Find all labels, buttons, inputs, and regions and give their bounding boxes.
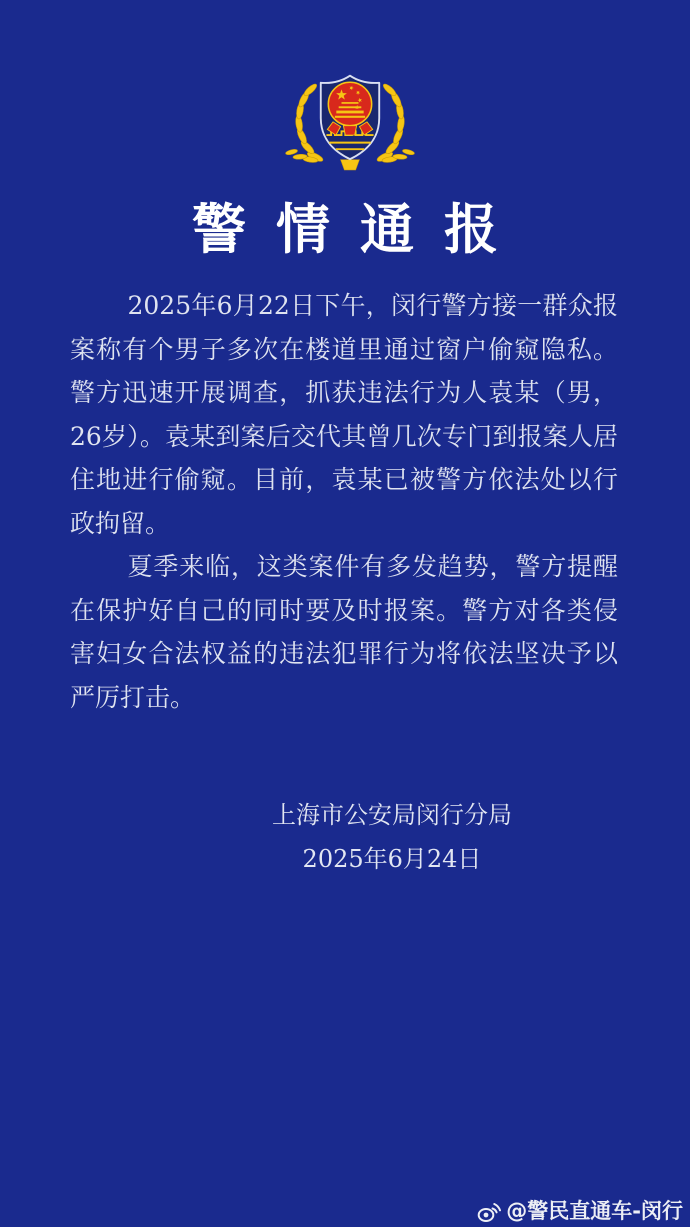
issuing-agency: 上海市公安局闵行分局: [272, 801, 512, 829]
notice-title: 警情通报: [192, 197, 528, 261]
signature-block: [47, 793, 690, 881]
notice-paragraph-2: 夏季来临，这类案件有多发趋势，警方提醒在保护好自己的同时要及时报案。警方对各类侵害妇女合法权益的违法犯罪行为将依法坚决予以严厉打击。: [70, 552, 618, 712]
notice-body: [70, 284, 618, 719]
weibo-handle: @警民直通车-闵行: [506, 1199, 683, 1223]
issue-date: 2025年6月24日: [302, 845, 482, 873]
weibo-icon: [477, 1201, 501, 1222]
notice-paragraph-1: 2025年6月22日下午，闵行警方接一群众报案称有个男子多次在楼道里通过窗户偷窥隐私。警方迅速开展调查，抓获违法行为人袁某（男，26岁）。袁某到案后交代其曾几次专门到报案人居住地进行偷窥。目前，袁某已被警方依法处以行政拘留。: [70, 291, 618, 538]
weibo-watermark: [477, 1201, 683, 1222]
china-police-badge-icon: [284, 63, 416, 177]
wreath-right: [376, 82, 415, 163]
wreath-left: [285, 82, 324, 163]
